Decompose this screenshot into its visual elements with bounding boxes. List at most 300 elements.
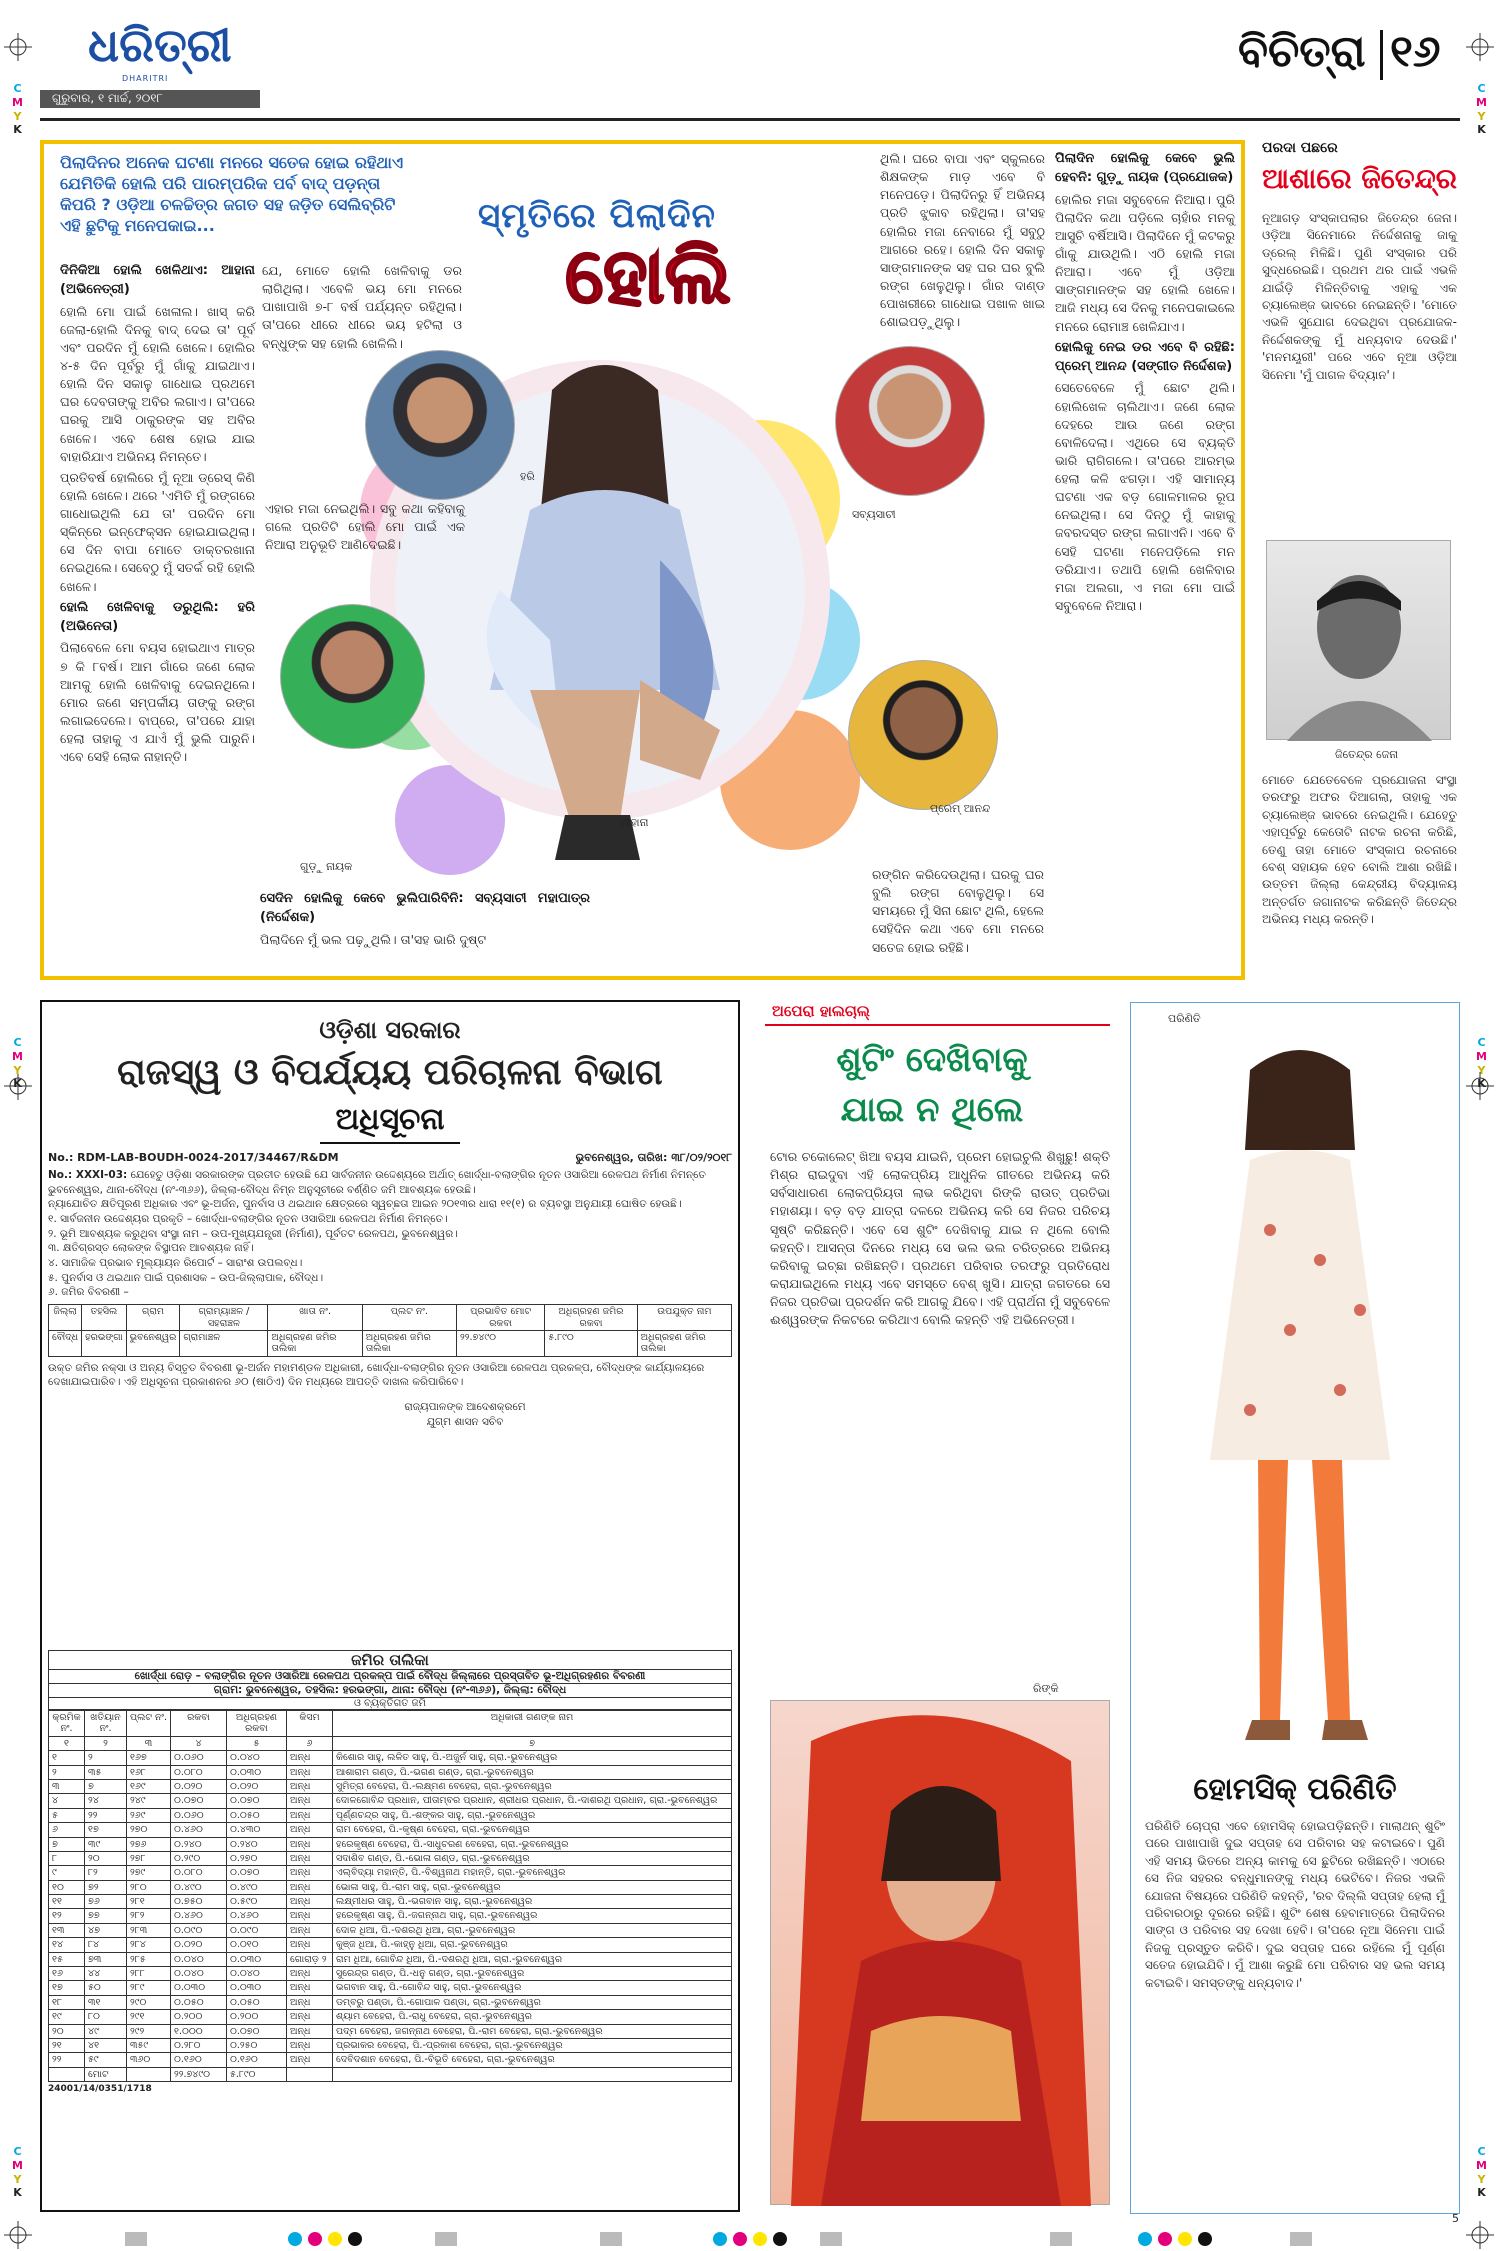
- table-cell: ୦.୦୪୦: [227, 1967, 287, 1981]
- holi-col2-para3: ପିଲାଦିନେ ମୁଁ ଭଲ ପଢ଼ୁଥିଲି। ତା'ସହ ଭାରି ଦୁଷ୍ଟ: [260, 931, 487, 947]
- page-number: ୧୬: [1390, 26, 1441, 77]
- table-cell: ୦.୫୯୦: [227, 1895, 287, 1909]
- notice-body: [48, 1150, 732, 1431]
- photo-hari: [365, 350, 515, 500]
- table-cell: ୨୬୯: [127, 1808, 171, 1822]
- table-cell: ୪୭: [85, 1923, 127, 1937]
- masthead-date: ଗୁରୁବାର, ୧ ମାର୍ଚ୍ଚ, ୨୦୧୮: [40, 90, 260, 108]
- cmyk-c: C: [1477, 82, 1486, 95]
- land-list-sub2: ଗ୍ରାମ: ଭୁବନେଶ୍ୱର, ତହସିଲ: ହରଭଙ୍ଗା, ଥାନା: ବୌଦ୍ଧ (ନଂ-୩୬୬), ଜିଲ୍ଲା: ବୌଦ୍ଧ: [48, 1684, 732, 1698]
- notice-place-date: ଭୁବନେଶ୍ୱର, ତାରିଖ: ୩୮/୦୨/୨୦୧୮: [575, 1151, 732, 1164]
- table-cell: ୦.୦୨୦: [171, 1779, 227, 1793]
- cmyk-y: Y: [1477, 1063, 1486, 1077]
- holi-column-1: [60, 262, 255, 769]
- table-cell: ୨୪: [85, 1794, 127, 1808]
- holi-col1-para2: ପ୍ରତିବର୍ଷ ହୋଲିରେ ମୁଁ ନୂଆ ଡ୍ରେସ୍ କିଣି ହୋଲି ଖେଳେ। ଥରେ 'ଏମିତି ମୁଁ ରଙ୍ଗରେ ଗାଧୋଇଥିଲି ଯେ ତା' ପରଦିନ ମୋ ସ୍କିନ୍‌ରେ ଇନ୍‌ଫେକ୍‌ସନ ହୋଇଯାଇଥିଲା। ସେ ଦିନ ବାପା ମୋତେ ଡାକ୍ତରଖାନା ନେଇଥିଲେ। ସେବେଠୁ ମୁଁ ସତର୍କ ରହି ହୋଲି ଖେଳେ।: [60, 469, 255, 594]
- table-cell: ଅନ୍ଧ: [287, 1909, 333, 1923]
- land-col-header: କ୍ରମିକ ନଂ.: [49, 1711, 85, 1737]
- table-cell: ୨୦: [85, 1851, 127, 1865]
- photo-prem-anand: [848, 660, 998, 810]
- notice-item: ୪. ସାମାଜିକ ପ୍ରଭାବ ମୂଲ୍ୟାୟନ ରିପୋର୍ଟ – ସାରାଂଶ ଉପଲବ୍ଧ।: [48, 1257, 303, 1270]
- table-cell: ଅନ୍ଧ: [287, 1765, 333, 1779]
- holi-col3-para1: ଥିଲି। ଘରେ ବାପା ଏବଂ ସ୍କୁଲରେ ଶିକ୍ଷକଙ୍କ ମାଡ଼ ଏବେ ବି ମନେପଡ଼େ। ପିଲାଦିନରୁ ହିଁ ଅଭିନୟ ପ୍ରତି ଝୁକାବ ରହିଥିଲା। ତା'ସହ ହୋଲିର ମଜା ନେବାରେ ମୁଁ ସବୁଠୁ ଆଗରେ ରହେ। ହୋଲି ଦିନ ସକାଳୁ ସାଙ୍ଗମାନଙ୍କ ସହ ଘର ଘର ବୁଲି ରଙ୍ଗ ଖେଳୁଥିଲୁ। ଗାଁର ଦାଣ୍ଡ ପୋଖରୀରେ ଗାଧୋଇ ପଖାଳ ଖାଇ ଶୋଇପଡ଼ୁଥିଲୁ।: [880, 151, 1045, 330]
- table-cell: ସଦାଶିବ ଗଣ୍ଡ, ପି.-ଭୋଳା ଗଣ୍ଡ, ଗ୍ରା.-ଭୁବନେଶ୍ୱର: [333, 1851, 732, 1865]
- table-cell: ୧୬୭: [127, 1751, 171, 1765]
- notice-title: ଅଧିସୂଚନା: [335, 1102, 445, 1137]
- table-row: [49, 2053, 732, 2067]
- holi-col4-heading2: ହୋଲିକୁ ନେଇ ଡର ଏବେ ବି ରହିଛି: ପ୍ରେମ୍ ଆନନ୍ଦ (ସଙ୍ଗୀତ ନିର୍ଦ୍ଦେଶକ): [1055, 339, 1235, 374]
- table-cell: ୬: [49, 1823, 85, 1837]
- table-cell: ପୂର୍ଣ୍ଣଚନ୍ଦ୍ର ସାହୁ, ପି.-ଶଙ୍କର ସାହୁ, ଗ୍ରା.-ଭୁବନେଶ୍ୱର: [333, 1808, 732, 1822]
- table-cell: ଅନ୍ଧ: [287, 2053, 333, 2067]
- holi-col1-heading: ଦିନିକିଆ ହୋଲି ଖେଳିଥାଏ: ଆହାନା (ଅଭିନେତ୍ରୀ): [60, 263, 255, 297]
- table-cell: ଆଶାରାମ ଗଣ୍ଡ, ପି.-ଭଗଣ ଗଣ୍ଡ, ଗ୍ରା.-ଭୁବନେଶ୍ୱର: [333, 1765, 732, 1779]
- table-cell: ହରେକୃଷ୍ଣ ବେହେରା, ପି.-ସାଧୁଚରଣ ବେହେରା, ଗ୍ରା.-ଭୁବନେଶ୍ୱର: [333, 1837, 732, 1851]
- notice-para3: ଉକ୍ତ ଜମିର ନକ୍ସା ଓ ଅନ୍ୟ ବିସ୍ତୃତ ବିବରଣୀ ଭୂ-ଅର୍ଜନ ମହାମଣ୍ଡଳ ଅଧିକାରୀ, ଖୋର୍ଦ୍ଧା-ବଲାଙ୍ଗିର ନୂତନ ଓସାରିଆ ରେଳପଥ ପ୍ରକଳ୍ପ, ବୌଦ୍ଧଙ୍କ କାର୍ଯ୍ୟାଳୟରେ ଦେଖାଯାଇପାରିବ। ଏହି ଅଧିସୂଚନା ପ୍ରକାଶନର ୬୦ (ଷାଠିଏ) ଦିନ ମଧ୍ୟରେ ଆପତ୍ତି ଦାଖଲ କରିପାରିବେ।: [48, 1361, 705, 1389]
- notice-title-underline: [320, 1142, 460, 1144]
- table-cell: ଅନ୍ଧ: [287, 2038, 333, 2052]
- table-cell: ୩୯: [85, 1837, 127, 1851]
- holi-title-small: ସ୍ମୃତିରେ ପିଲାଦିନ: [478, 196, 716, 236]
- table-cell: ୧୭: [49, 1981, 85, 1995]
- logo-subtitle: DHARITRI: [122, 74, 169, 83]
- table-cell: ୦.୧୬୦: [171, 2053, 227, 2067]
- table-cell: ୧୩: [49, 1923, 85, 1937]
- notice-department: ରାଜସ୍ୱ ଓ ବିପର୍ଯ୍ୟୟ ପରିଚାଳନା ବିଭାଗ: [117, 1052, 663, 1093]
- table-cell: ୪୧: [85, 2038, 127, 2052]
- holi-col2-para2: ଏହାର ମଜା ନେଇଥିଲି। ସବୁ କଥା କହିବାକୁ ଗଲେ ପ୍ରତିଟି ହୋଲି ମୋ ପାଇଁ ଏକ ନିଆରା ଅନୁଭୂତି ଆଣିଦେଇଛି।: [265, 501, 465, 553]
- caption-ahana: ଆହାନା: [620, 816, 649, 829]
- holi-column-3b: [872, 866, 1044, 960]
- cmyk-c: C: [1477, 2145, 1486, 2158]
- notice-reference: No.: RDM-LAB-BOUDH-0024-2017/34467/R&DM: [48, 1151, 339, 1164]
- table-cell: ୩୧: [85, 1995, 127, 2009]
- table-cell: ଅନ୍ଧ: [287, 1751, 333, 1765]
- land-col-number: ୩: [127, 1736, 171, 1750]
- table-row: [49, 2038, 732, 2052]
- table-row: [49, 1938, 732, 1952]
- table-cell: ୦.୦୬୦: [171, 1751, 227, 1765]
- cmyk-strip-left-top: [12, 82, 23, 137]
- holi-col1-heading2: ହୋଲି ଖେଳିବାକୁ ଡରୁଥିଲି: ହରି (ଅଭିନେତା): [60, 599, 255, 634]
- table-cell: ୭: [49, 1837, 85, 1851]
- table-cell: ୦.୨୪୦: [171, 1837, 227, 1851]
- table-cell: ଗୋରାଡ଼ ୨: [287, 1952, 333, 1966]
- table-cell: ୦.୦୪୦: [227, 1751, 287, 1765]
- table-cell: ୨୮୨: [127, 1909, 171, 1923]
- table-cell: ୧.୦୦୦: [171, 2024, 227, 2038]
- parineeti-title: ହୋମସିକ୍ ପରିଣିତି: [1193, 1772, 1397, 1807]
- header-rule: [40, 118, 1460, 121]
- table-cell: ୪୯: [85, 2024, 127, 2038]
- cmyk-y: Y: [1477, 109, 1486, 123]
- caption-guddu: ଗୁଡ଼ୁ ନାୟକ: [300, 860, 353, 873]
- summary-col-header: ଗ୍ରାମ୍ୟାଞ୍ଚଳ / ସହରାଞ୍ଚଳ: [180, 1305, 268, 1331]
- table-cell: ୦.୧୬୦: [227, 2053, 287, 2067]
- table-cell: ଭଗବାନ ସାହୁ, ପି.-ଗୋବିନ୍ଦ ସାହୁ, ଗ୍ରା.-ଭୁବନେଶ୍ୱର: [333, 1981, 732, 1995]
- summary-col-header: ପ୍ରଭାବିତ ମୋଟ ରକବା: [457, 1305, 545, 1331]
- table-cell: ୦.୦୯୦: [227, 1923, 287, 1937]
- table-cell: ପ୍ରଭାକର ବେହେରା, ପି.-ପ୍ରକାଶ ବେହେରା, ଗ୍ରା.-ଭୁବନେଶ୍ୱର: [333, 2038, 732, 2052]
- table-cell: ଅନ୍ଧ: [287, 1967, 333, 1981]
- table-cell: ୮୪: [85, 1938, 127, 1952]
- caption-rinki: ରିଙ୍କି: [1033, 1682, 1059, 1695]
- table-cell: ୦.୨୦୦: [227, 2010, 287, 2024]
- table-row: [49, 1967, 732, 1981]
- table-cell: ରାମ ଧିଆ, ଗୋବିନ୍ଦ ଧିଆ, ପି.-ଦଶରଥି ଧିଆ, ଗ୍ରା.-ଭୁବନେଶ୍ୱର: [333, 1952, 732, 1966]
- table-cell: ୪୪: [85, 1967, 127, 1981]
- land-col-header: ଅଧିଗ୍ରହଣ ରକବା: [227, 1711, 287, 1737]
- summary-cell: ହରଭଙ୍ଗା: [82, 1330, 127, 1356]
- table-cell: ୨୮୪: [127, 1938, 171, 1952]
- cmyk-k: K: [13, 1077, 22, 1091]
- holi-column-2b: [265, 500, 465, 557]
- table-row: [49, 1866, 732, 1880]
- table-cell: ଅନ୍ଧ: [287, 1823, 333, 1837]
- total-acquired: ୫.୮୯୦: [227, 2067, 287, 2081]
- table-cell: ୦.୦୩୦: [227, 1765, 287, 1779]
- table-cell: ଦେବିଦଶାନ ବେହେରା, ପି.-ବିଭୂତି ବେହେରା, ଗ୍ରା.-ଭୁବନେଶ୍ୱର: [333, 2053, 732, 2067]
- table-cell: ୦.୦୨୦: [227, 1779, 287, 1793]
- table-cell: ୪: [49, 1794, 85, 1808]
- notice-para2: ନ୍ୟାଯୋଚିତ କ୍ଷତିପୂରଣ ଅଧିକାର ଏବଂ ଭୂ-ଅର୍ଜନ, ପୁନର୍ବାସ ଓ ଥଇଥାନ କ୍ଷେତ୍ରରେ ସ୍ୱଚ୍ଛତା ଆଇନ ୨୦୧୩ର ଧାରା ୧୧(୧) ର ବ୍ୟବସ୍ଥା ଅନୁଯାୟୀ ଘୋଷିତ ହେଉଛି।: [48, 1198, 682, 1211]
- table-cell: ୦.୦୫୦: [171, 1995, 227, 2009]
- holi-col2-para1: ଯେ, ମୋତେ ହୋଲି ଖେଳିବାକୁ ଡର ଲାଗିଥିଲା। ଏବେଳି ଭୟ ମୋ ମନରେ ପାଖାପାଖି ୭-୮ ବର୍ଷ ପର୍ଯ୍ୟନ୍ତ ରହିଥିଲା। ତା'ପରେ ଧୀରେ ଧୀରେ ଭୟ ହଟିଲା ଓ ବନ୍ଧୁଙ୍କ ସହ ହୋଲି ଖେଳିଲି।: [262, 263, 462, 351]
- folio: 5: [1452, 2212, 1459, 2225]
- land-list: [48, 1650, 732, 2094]
- table-cell: ୭୨: [85, 1880, 127, 1894]
- table-cell: ୨୯୨: [127, 2024, 171, 2038]
- table-cell: ୮୦: [85, 2010, 127, 2024]
- holi-intro: ପିଲାଦିନର ଅନେକ ଘଟଣା ମନରେ ସତେଜ ହୋଇ ରହିଥାଏ ଯେମିତିକି ହୋଲି ପରି ପାରମ୍ପରିକ ପର୍ବ ବାଦ୍ ପଡ଼ନ୍ତା କିପରି ? ଓଡ଼ିଆ ଚଳଚ୍ଚିତ୍ର ଜଗତ ସହ ଜଡ଼ିତ ସେଲିବ୍ରିଟି ଏହି ଛୁଟିକୁ ମନେପକାଇ...: [60, 153, 404, 236]
- table-row: [49, 1751, 732, 1765]
- opera-kicker: ଅପେରା ହାଲଚାଲ୍: [772, 1002, 870, 1020]
- summary-cell: ଅଧିଗ୍ରହଣ ଜମିର ତାଲିକା: [637, 1330, 731, 1356]
- table-cell: ୧୬: [49, 1967, 85, 1981]
- table-cell: ଅନ୍ଧ: [287, 1808, 333, 1822]
- rinki-portrait: [771, 1701, 1111, 2206]
- caption-sabyasachi: ସବ୍ୟସାଚୀ: [852, 508, 896, 521]
- land-col-number: ୬: [287, 1736, 333, 1750]
- cmyk-y: Y: [1477, 2172, 1486, 2186]
- table-cell: ଅନ୍ଧ: [287, 1779, 333, 1793]
- opera-title-line2: ଯାଇ ନ ଥିଲେ: [840, 1090, 1024, 1130]
- summary-col-header: ପ୍ଲଟ ନଂ.: [362, 1305, 456, 1331]
- table-cell: ୦.୦୭୦: [227, 1794, 287, 1808]
- table-cell: ୧୪: [49, 1938, 85, 1952]
- notice-items: [48, 1212, 732, 1300]
- notice-item: ୫. ପୁନର୍ବାସ ଓ ଥଇଥାନ ପାଇଁ ପ୍ରଶାସକ – ଉପ-ଜିଲ୍ଲାପାଳ, ବୌଦ୍ଧ।: [48, 1271, 324, 1284]
- table-cell: ୦.୦୬୦: [171, 1808, 227, 1822]
- table-cell: ଏଲ୍‌ବିଦ୍ୟା ମହାନ୍ତି, ପି.-ବିଶ୍ୱନାଥ ମହାନ୍ତି, ଗ୍ରା.-ଭୁବନେଶ୍ୱର: [333, 1866, 732, 1880]
- table-row: [49, 1808, 732, 1822]
- land-col-header: ଖତିୟାନ ନଂ.: [85, 1711, 127, 1737]
- table-cell: ୫୦: [85, 1981, 127, 1995]
- table-cell: ୨୦: [49, 2024, 85, 2038]
- summary-col-header: ଅଧିଗ୍ରହଣ ଜମିର ରକବା: [545, 1305, 637, 1331]
- table-row: [49, 1823, 732, 1837]
- table-cell: ୮: [49, 1851, 85, 1865]
- table-cell: ଅନ୍ଧ: [287, 1837, 333, 1851]
- table-cell: ୨୧: [49, 2038, 85, 2052]
- table-cell: ରାମ ବେହେରା, ପି.-କୃଷ୍ଣ ବେହେରା, ଗ୍ରା.-ଭୁବନେଶ୍ୱର: [333, 1823, 732, 1837]
- summary-col-header: ଖାତା ନଂ.: [268, 1305, 362, 1331]
- table-row: [49, 1851, 732, 1865]
- photo-guddu-nayak: [280, 604, 425, 749]
- table-cell: ୦.୦୩୦: [227, 1952, 287, 1966]
- table-cell: ୨୭୦: [127, 1823, 171, 1837]
- land-col-number: ୧: [49, 1736, 85, 1750]
- table-cell: ୨୮୧: [127, 1895, 171, 1909]
- photo-sabyasachi: [835, 346, 985, 496]
- holi-column-2c: [260, 890, 590, 952]
- holi-col4-heading: ପିଲାଦିନ ହୋଲିକୁ କେବେ ଭୁଲି ହେବନି: ଗୁଡ଼ୁ ନାୟକ (ପ୍ରଯୋଜକ): [1055, 151, 1235, 185]
- notice-item: ୬. ଜମିର ବିବରଣୀ –: [48, 1286, 129, 1299]
- table-cell: ୨୭୮: [127, 1851, 171, 1865]
- total-label: ମୋଟ: [85, 2067, 127, 2081]
- land-col-header: ପ୍ଲଟ ନଂ.: [127, 1711, 171, 1737]
- table-cell: ୧୮: [49, 1995, 85, 2009]
- cmyk-strip-right-top: [1476, 82, 1487, 137]
- land-col-number: ୫: [227, 1736, 287, 1750]
- table-row: [49, 1909, 732, 1923]
- opera-body: ଟୋର ଚକୋଲେଟ୍ ଖିଆ ବୟସ ଯାଇନି, ପ୍ରେମ ହୋଇଚୁଲି ଶିଖୁଛୁ! ଶକ୍ତି ମିଶ୍ର ରାଇଦୁବା ଏହି ଲୋକପ୍ରିୟ ଆଧୁନିକ ଗୀତରେ ଅଭିନୟ କରି ସର୍ବସାଧାରଣ ଲୋକପ୍ରିୟତା ଲାଭ କରିଥିବା ରିଙ୍କି ରାଉତ୍ ପ୍ରତିଭା ମହାଶୟା। ବଡ଼ ବଡ଼ ଯାତ୍ରା ଦଳରେ ଅଭିନୟ କରି ସେ ନିଜର ପରିଚୟ ସୃଷ୍ଟି କରିଛନ୍ତି। ଏବେ ସେ ଶୁଟିଂ ଦେଖିବାକୁ ଯାଇ ନ ଥିଲେ ବୋଲି କହନ୍ତି। ଆସନ୍ତା ଦିନରେ ମଧ୍ୟ ସେ ଭଲ ଭଲ ଚରିତ୍ରରେ ଅଭିନୟ କରିବାକୁ ଇଚ୍ଛା ରଖିଛନ୍ତି। ପ୍ରଥମେ ପରିବାର ତରଫରୁ ପ୍ରତିରୋଧ କରାଯାଇଥିଲେ ମଧ୍ୟ ଏବେ ସମସ୍ତେ ବେଶ୍ ଖୁସି। ଯାତ୍ରା ଜଗତରେ ସେ ନିଜର ପ୍ରତିଭା ପ୍ରଦର୍ଶନ କରି ଆଗକୁ ଯିବେ। ଏହି ପ୍ରାର୍ଥନା ମୁଁ ସବୁବେଳେ ଈଶ୍ୱରଙ୍କ ନିକଟରେ କରିଥାଏ ବୋଲି କହନ୍ତି ଏହି ଅଭିନେତ୍ରୀ।: [770, 1149, 1110, 1328]
- table-cell: ୦.୪୯୦: [171, 1880, 227, 1894]
- table-cell: ୦.୦୭୦: [227, 1866, 287, 1880]
- table-row: [49, 2010, 732, 2024]
- table-cell: ୨୮୯: [127, 1981, 171, 1995]
- land-col-number: ୪: [171, 1736, 227, 1750]
- table-cell: ୨୮୫: [127, 1952, 171, 1966]
- table-cell: ଅନ୍ଧ: [287, 1923, 333, 1937]
- photo-parineeti: [1140, 1030, 1440, 1760]
- summary-cell: ଭୁବନେଶ୍ୱର: [126, 1330, 180, 1356]
- cmyk-y: Y: [13, 2172, 22, 2186]
- caption-hari: ହରି: [520, 470, 535, 483]
- summary-col-header: ଉପଯୁକ୍ତ ନାମ: [637, 1305, 731, 1331]
- summary-cell: ବୌଦ୍ଧ: [49, 1330, 82, 1356]
- cmyk-m: M: [1476, 1049, 1487, 1063]
- cmyk-strip-right-mid: [1476, 1036, 1487, 1091]
- table-cell: ୨୪୯: [127, 1794, 171, 1808]
- caption-prem: ପ୍ରେମ୍ ଆନନ୍ଦ: [930, 802, 991, 815]
- table-cell: ୦.୨୮୦: [171, 2038, 227, 2052]
- table-cell: ୨୨: [85, 1808, 127, 1822]
- table-cell: ୯: [49, 1866, 85, 1880]
- jitendra-kicker: ପରଦା ପଛରେ: [1262, 140, 1338, 156]
- table-cell: ଅନ୍ଧ: [287, 1938, 333, 1952]
- opera-title-line1: ଶୁଟିଂ ଦେଖିବାକୁ: [836, 1040, 1028, 1080]
- table-cell: ୧୬୯: [127, 1779, 171, 1793]
- table-cell: ୦.୨୫୦: [227, 2038, 287, 2052]
- table-cell: ୦.୦୫୦: [227, 1808, 287, 1822]
- holi-column-2a: [262, 262, 462, 356]
- cmyk-k: K: [1477, 1077, 1486, 1091]
- holi-col4-para1: ହୋଲିର ମଜା ସବୁବେଳେ ନିଆରା। ପୁରି ପିଲାଦିନ କଥା ପଡ଼ିଲେ ଚାହାଁର ମନକୁ ଆସୁଚି ବର୍ଷିଆସି। ପିଲାଦିନେ ମୁଁ କଟକରୁ ଗାଁକୁ ଯାଉଥିଲି। ଏଠି ହୋଲି ମଜା ନିଆରା। ଏବେ ମୁଁ ଓଡ଼ିଆ ସାଙ୍ଗମାନଙ୍କ ସହ ହୋଲି ଖେଳେ। ଆଜି ମଧ୍ୟ ସେ ଦିନକୁ ମନେପକାଇଲେ ମନରେ ରୋମାଞ୍ଚ ଖେଳିଯାଏ।: [1055, 191, 1235, 334]
- table-cell: ଅନ୍ଧ: [287, 1895, 333, 1909]
- table-cell: ୧୫: [49, 1952, 85, 1966]
- photo-rinki: [770, 1700, 1110, 2205]
- table-cell: ୦.୪୩୦: [227, 1823, 287, 1837]
- jitendra-portrait: [1267, 541, 1452, 741]
- table-row: [49, 1837, 732, 1851]
- table-cell: ୧୧: [49, 1895, 85, 1909]
- jitendra-para2: ମୋତେ ଯେତେବେଳେ ପ୍ରଯୋଜନା ସଂସ୍ଥା ତରଫରୁ ଅଫର ଦିଆଗଲା, ତାହାକୁ ଏକ ଚ୍ୟାଲେଞ୍ଜ ଭାବରେ ନେଇଥିଲି। ଯେହେତୁ ଏହାପୂର୍ବରୁ କେତୋଟି ନାଟକ ରଚନା କରିଛି, ତେଣୁ ତାହା ମୋତେ ସଂସ୍କାପ ରଚନାରେ ବେଶ୍ ସହାୟକ ହେବ ବୋଲି ଆଶା ରଖିଛି। ଉତ୍ତମ ଜିଲ୍ଲା କେନ୍ଦ୍ରୀୟ ବିଦ୍ୟାଳୟ ଅନ୍ତର୍ଗତ ଜଗାନାଟକ କରିଛନ୍ତି ଜିତେନ୍ଦ୍ର ଅଭିନୟ ମଧ୍ୟ କରନ୍ତି।: [1262, 773, 1457, 927]
- holi-col1-para1: ହୋଲି ମୋ ପାଇଁ ଖେଳାଲ। ଖାସ୍ କରି ଜେଲା-ହୋଲି ଦିନକୁ ବାଦ୍ ଦେଇ ତା' ପୂର୍ବ ଏବଂ ପରଦିନ ମୁଁ ହୋଲି ଖେଳେ। ହୋଲିର ୪-୫ ଦିନ ପୂର୍ବରୁ ମୁଁ ଗାଁକୁ ଯାଇଥାଏ। ହୋଲି ଦିନ ସକାଳୁ ଗାଧୋଇ ପ୍ରଥମେ ଘର ଦେବତାଙ୍କୁ ଅବିର ଲଗାଏ। ତା'ପରେ ଘରକୁ ଆସି ଠାକୁରଙ୍କ ସହ ଅବିର ଖେଳେ। ଏବେ ଶେଷ ହୋଇ ଯାଇ ବାହାରିଯାଏ ଅଭିନୟ ନିମନ୍ତେ।: [60, 303, 255, 464]
- notice-xxxi: No.: XXXI-03:: [48, 1168, 128, 1181]
- caption-parineeti: ପରିଣିତି: [1168, 1012, 1201, 1025]
- table-cell: ୨୮୩: [127, 1923, 171, 1937]
- table-cell: ୦.୦୪୦: [171, 1967, 227, 1981]
- table-cell: ଅନ୍ଧ: [287, 1866, 333, 1880]
- table-cell: ଲକ୍ଷ୍ମୀଧର ସାହୁ, ପି.-ଭଗବାନ ସାହୁ, ଗ୍ରା.-ଭୁବନେଶ୍ୱର: [333, 1895, 732, 1909]
- table-cell: ୧୬୮: [127, 1765, 171, 1779]
- table-row: [49, 1880, 732, 1894]
- holi-col2-heading: ସେଦିନ ହୋଲିକୁ କେବେ ଭୁଲିପାରିବିନି: ସବ୍ୟସାଚୀ ମହାପାତ୍ର (ନିର୍ଦ୍ଦେଶକ): [260, 891, 590, 925]
- table-row: [49, 1779, 732, 1793]
- notice-item: ୧. ସାର୍ବଜନୀନ ଉଦ୍ଦେଶ୍ୟର ପ୍ରକୃତି – ଖୋର୍ଦ୍ଧା-ବଲାଙ୍ଗିର ନୂତନ ଓସାରିଆ ରେଳପଥ ନିର୍ମାଣ ନିମନ୍ତେ।: [48, 1213, 448, 1225]
- table-cell: ଡମ୍ବରୁ ପଣ୍ଡା, ପି.-ଗୋପାଳ ପଣ୍ଡା, ଗ୍ରା.-ଭୁବନେଶ୍ୱର: [333, 1995, 732, 2009]
- logo: ଧରିତ୍ରୀ: [88, 18, 232, 72]
- table-cell: ୨୮୦: [127, 1880, 171, 1894]
- table-cell: ୧୨: [49, 1909, 85, 1923]
- cmyk-k: K: [1477, 123, 1486, 137]
- table-cell: ୦.୪୬୦: [227, 1909, 287, 1923]
- table-cell: ୫୯: [85, 2053, 127, 2067]
- summary-col-header: ତହସିଲ: [82, 1305, 127, 1331]
- summary-cell: ଅଧିଗ୍ରହଣ ଜମିର ତାଲିକା: [268, 1330, 362, 1356]
- cmyk-m: M: [1476, 2158, 1487, 2172]
- land-col-header: ରକବା: [171, 1711, 227, 1737]
- table-cell: ୦.୪୯୦: [227, 1880, 287, 1894]
- notice-government: ଓଡ଼ିଶା ସରକାର: [319, 1016, 461, 1044]
- holi-col1-para3: ପିଲାବେଳେ ମୋ ବୟସ ହୋଇଥାଏ ମାତ୍ର ୭ କି ୮ବର୍ଷ। ଆମ ଗାଁରେ ଜଣେ ଲୋକ ଆମକୁ ହୋଲି ଖେଳିବାକୁ ଦେଇନଥିଲେ। ମୋର ଜଣେ ସମ୍ପର୍କୀୟ ତାଙ୍କୁ ରଙ୍ଗ ଲଗାଇଦେଲେ। ବାପ୍‌ରେ, ତା'ପରେ ଯାହା ହେଲା ତାହାକୁ ଏ ଯାଏଁ ମୁଁ ଭୁଲି ପାରୁନି। ଏବେ ସେହି ଲୋକ ନାହାନ୍ତି।: [60, 640, 255, 765]
- table-cell: ଅନ୍ଧ: [287, 2024, 333, 2038]
- table-cell: ୩୫୯: [127, 2038, 171, 2052]
- table-cell: ୭୩: [85, 1952, 127, 1966]
- table-cell: ୦.୦୨୦: [171, 1938, 227, 1952]
- notice-para1: ଯେହେତୁ ଓଡ଼ିଶା ସରକାରଙ୍କ ପ୍ରତୀତ ହେଉଛି ଯେ ସାର୍ବଜନୀନ ଉଦ୍ଦେଶ୍ୟରେ ଅର୍ଥାତ୍ ଖୋର୍ଦ୍ଧା-ବଲାଙ୍ଗିର ନୂତନ ଓସାରିଆ ରେଳପଥ ନିର୍ମାଣ ନିମନ୍ତେ ଭୁବନେଶ୍ୱର, ଥାନା-ବୌଦ୍ଧ (ନଂ-୩୬୬), ଜିଲ୍ଲା-ବୌଦ୍ଧ ନିମ୍ନ ଅନୁସୂଚୀରେ ବର୍ଣ୍ଣିତ ଜମି ଆବଶ୍ୟକ ହେଉଛି।: [48, 1168, 706, 1196]
- land-list-sub3: ଓ ବ୍ୟକ୍ତିଗତ ଜମି: [48, 1698, 732, 1710]
- notice-sign-line1: ରାଜ୍ୟପାଳଙ୍କ ଆଦେଶକ୍ରମେ: [404, 1401, 526, 1414]
- table-cell: ୦.୦୭୦: [171, 1794, 227, 1808]
- table-cell: ୨୯୧: [127, 2010, 171, 2024]
- header-divider: [1380, 30, 1383, 80]
- table-row: [49, 2024, 732, 2038]
- table-row: [49, 1952, 732, 1966]
- table-cell: ଅନ୍ଧ: [287, 1981, 333, 1995]
- table-cell: ୨୮୮: [127, 1967, 171, 1981]
- table-cell: ୦.୦୯୦: [171, 1923, 227, 1937]
- section-title: ବିଚିତ୍ରା: [1238, 26, 1366, 77]
- land-summary-table: [48, 1304, 732, 1357]
- table-cell: ୦.୦୭୦: [227, 2024, 287, 2038]
- cmyk-m: M: [12, 95, 23, 109]
- cmyk-k: K: [1477, 2186, 1486, 2200]
- holi-col3-para2: ରଙ୍ଗିନ କରିଦେଉଥିଲା। ଘରକୁ ଘର ବୁଲି ରଙ୍ଗ ବୋଳୁଥିଲୁ। ସେ ସମୟରେ ମୁଁ ସିନା ଛୋଟ ଥିଲି, ହେଲେ ସେହିଦିନ କଥା ଏବେ ମୋ ମନରେ ସତେଜ ହୋଇ ରହିଛି।: [872, 867, 1044, 955]
- table-cell: ସୁରେନ୍ଦ୍ର ଗଣ୍ଡ, ପି.-ଧନୁ ଗଣ୍ଡ, ଗ୍ରା.-ଭୁବନେଶ୍ୱର: [333, 1967, 732, 1981]
- table-cell: ୦.୨୯୦: [171, 1851, 227, 1865]
- table-cell: ୭୬: [85, 1895, 127, 1909]
- table-cell: ଅନ୍ଧ: [287, 2010, 333, 2024]
- table-cell: ୦.୪୬୦: [171, 1909, 227, 1923]
- land-list-title: ଜମିର ତାଲିକା: [48, 1650, 732, 1670]
- masthead: [40, 18, 260, 112]
- table-cell: ୨୨: [49, 2053, 85, 2067]
- summary-col-header: ଗ୍ରାମ: [126, 1305, 180, 1331]
- table-cell: ୨: [85, 1751, 127, 1765]
- table-cell: ୦.୦୪୦: [171, 1952, 227, 1966]
- summary-cell: ୫.୮୯୦: [545, 1330, 637, 1356]
- cmyk-c: C: [13, 1036, 22, 1049]
- table-cell: ୦.୨୪୦: [227, 1837, 287, 1851]
- table-cell: ଅନ୍ଧ: [287, 1880, 333, 1894]
- table-row: [49, 1895, 732, 1909]
- summary-cell: ଅଧିଗ୍ରହଣ ଜମିର ତାଲିକା: [362, 1330, 456, 1356]
- table-row: [49, 1794, 732, 1808]
- jitendra-title: ଆଶାରେ ଜିତେନ୍ଦ୍ର: [1262, 162, 1457, 195]
- table-cell: ୦.୪୬୦: [171, 1823, 227, 1837]
- table-cell: ସୁମିତ୍ରା ବେହେରା, ପି.-ଲକ୍ଷ୍ମଣ ବେହେରା, ଗ୍ରା.-ଭୁବନେଶ୍ୱର: [333, 1779, 732, 1793]
- table-cell: ୦.୦୫୦: [227, 1995, 287, 2009]
- photo-jitendra: [1266, 540, 1451, 740]
- cmyk-k: K: [13, 2186, 22, 2200]
- table-cell: ୭୭: [85, 1909, 127, 1923]
- land-col-header: କିସମ: [287, 1711, 333, 1737]
- table-cell: ୦.୦୩୦: [171, 1981, 227, 1995]
- table-cell: ୧: [49, 1751, 85, 1765]
- cmyk-m: M: [12, 2158, 23, 2172]
- table-row: [49, 1923, 732, 1937]
- cmyk-strip-left-bottom: [12, 2145, 23, 2200]
- opera-kicker-rule: [765, 1024, 1110, 1026]
- table-cell: ଅନ୍ଧ: [287, 1995, 333, 2009]
- land-col-number: ୭: [333, 1736, 732, 1750]
- table-row: [49, 1765, 732, 1779]
- cmyk-strip-left-mid: [12, 1036, 23, 1091]
- table-cell: ୦.୨୭୦: [227, 1851, 287, 1865]
- table-cell: ୫: [49, 1808, 85, 1822]
- table-cell: ୧୯: [49, 2010, 85, 2024]
- table-row: [49, 1981, 732, 1995]
- summary-col-header: ଜିଲ୍ଲା: [49, 1305, 82, 1331]
- table-cell: କୁଞ୍ଜ ଧିଆ, ପି.-କାହ୍ନୁ ଧିଆ, ଗ୍ରା.-ଭୁବନେଶ୍ୱର: [333, 1938, 732, 1952]
- table-cell: ୧୭: [85, 1823, 127, 1837]
- table-cell: କିଶୋର ସାହୁ, ଲଳିତ ସାହୁ, ପି.-ଅଜୁର୍ନ ସାହୁ, ଗ୍ରା.-ଭୁବନେଶ୍ୱର: [333, 1751, 732, 1765]
- table-cell: ୦.୨୦୦: [171, 2010, 227, 2024]
- land-col-header: ଅଧିକାରୀ ଗଣଙ୍କ ନାମ: [333, 1711, 732, 1737]
- table-cell: ୦.୦୩୦: [227, 1981, 287, 1995]
- table-cell: ୦.୦୧୦: [227, 1938, 287, 1952]
- summary-cell: ଗ୍ରାମାଞ୍ଚଳ: [180, 1330, 268, 1356]
- table-cell: ୨୯୦: [127, 1995, 171, 2009]
- cmyk-c: C: [13, 2145, 22, 2158]
- table-cell: ଶ୍ୟାମ ବେହେରା, ପି.-ରାଧୁ ବେହେରା, ଗ୍ରା.-ଭୁବନେଶ୍ୱର: [333, 2010, 732, 2024]
- cmyk-m: M: [1476, 95, 1487, 109]
- cmyk-strip-right-bottom: [1476, 2145, 1487, 2200]
- caption-jitendra: ଜିତେନ୍ଦ୍ର ଜେନା: [1335, 748, 1399, 761]
- table-cell: ୦.୭୫୦: [171, 1895, 227, 1909]
- table-cell: ୮୨: [85, 1866, 127, 1880]
- table-cell: ହରେକୃଷ୍ଣ ସାହୁ, ପି.-ଜଗନ୍ନାଥ ସାହୁ, ଗ୍ରା.-ଭୁବନେଶ୍ୱର: [333, 1909, 732, 1923]
- table-cell: ୨୭୬: [127, 1837, 171, 1851]
- table-cell: ଦୋଳଗୋବିନ୍ଦ ପ୍ରଧାନ, ପୀତାମ୍ବର ପ୍ରଧାନ, ଶ୍ରୀଧର ପ୍ରଧାନ, ପି.-ଦାଶରଥି ପ୍ରଧାନ, ଗ୍ରା.-ଭୁବନେଶ୍ୱର: [333, 1794, 732, 1808]
- notice-item: ୩. କ୍ଷତିଗ୍ରସ୍ତ ଲୋକଙ୍କ ବିସ୍ଥାପନ ଆବଶ୍ୟକ ନାହିଁ।: [48, 1242, 254, 1255]
- cmyk-y: Y: [13, 109, 22, 123]
- jitendra-para1: ନୂଆଗଡ଼ ସଂସ୍କାପଲାର ଜିତେନ୍ଦ୍ର ଜେନା। ଓଡ଼ିଆ ସିନେମାରେ ନିର୍ଦ୍ଦେଶନାକୁ ଜାକୁ ଡ୍ରେଲ୍ ମିଳିଛି। ପୁଣି ସଂସ୍କାର ପରି ସୁଦ୍ଧରେଇଛି। ପ୍ରଥମ ଥର ପାଇଁ ଏଭଳି ଯାଇଁଡ଼ି ମିଳିନ୍ତିବାକୁ ଏହାକୁ ଏକ ଚ୍ୟାଲେଞ୍ଜ ଭାବରେ ନେଇଛନ୍ତି। 'ମୋତେ ଏଭଳି ସୁଯୋଗ ଦେଇଥିବା ପ୍ରଯୋଜକ-ନିର୍ଦ୍ଦେଶକଙ୍କୁ ମୁଁ ଧନ୍ୟବାଦ ଦେଉଛି।' 'ମନମୟୂରୀ' ପରେ ଏବେ ନୂଆ ଓଡ଼ିଆ ସିନେମା 'ମୁଁ ପାଗଳ ବିଦ୍ୟାନ'।: [1262, 211, 1457, 382]
- table-cell: ୩୬୦: [127, 2053, 171, 2067]
- table-cell: ଅନ୍ଧ: [287, 1851, 333, 1865]
